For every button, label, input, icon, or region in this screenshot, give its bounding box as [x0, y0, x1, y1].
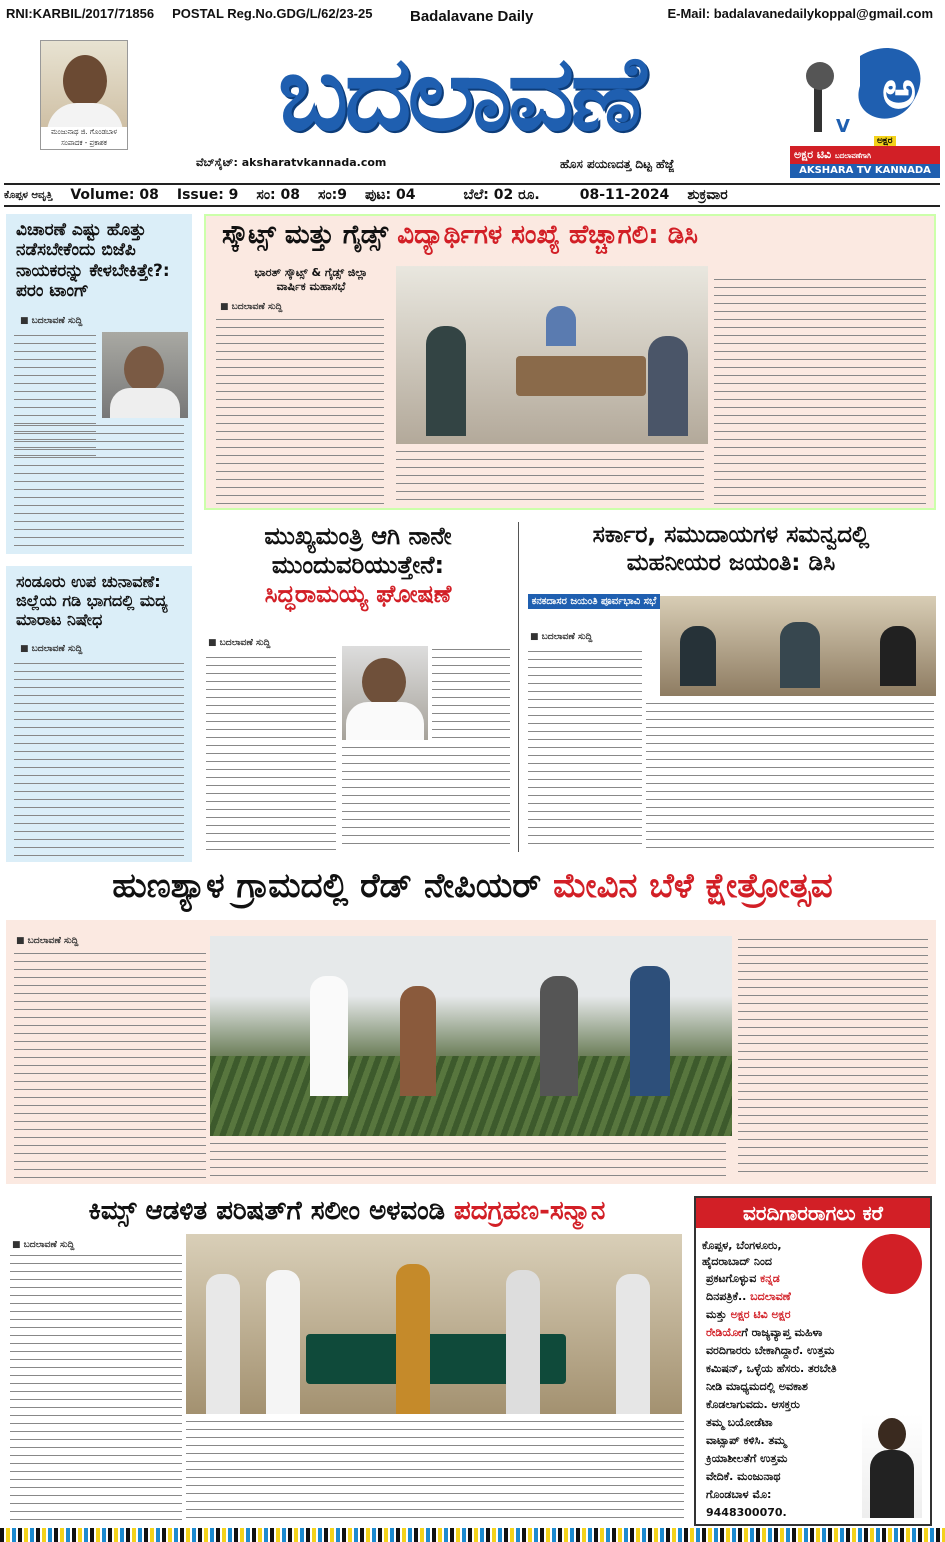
text-block	[10, 1252, 182, 1524]
tv-badge: ಅಕ್ಷರ	[874, 136, 896, 146]
story-byline: ■ ಬದಲಾವಣೆ ಸುದ್ದಿ	[208, 638, 271, 648]
story-byline: ■ ಬದಲಾವಣೆ ಸುದ್ದಿ	[12, 1240, 75, 1250]
story-jayanti	[524, 522, 938, 852]
story-napier-headline: ಹುಣಶ್ಯಾಳ ಗ್ರಾಮದಲ್ಲಿ ರೆಡ್ ನೇಪಿಯರ್ ಮೇವಿನ ಬೆಳೆ ಕ್ಷೇತ್ರೋತ್ಸವ	[112, 866, 833, 906]
story-byline: ■ ಬದಲಾವಣೆ ಸುದ್ದಿ	[20, 316, 83, 326]
akshara-tv-logo	[790, 36, 940, 176]
text-block	[714, 276, 926, 504]
photo-parameshwara	[102, 332, 188, 418]
story-kicker: ಭಾರತ್ ಸ್ಕೌಟ್ಸ್ & ಗೈಡ್ಸ್ ಜಿಲ್ಲಾ ವಾರ್ಷಿಕ ಮಹಾಸಭೆ	[254, 266, 368, 293]
story-cm	[204, 522, 512, 852]
story-headline: ಸಂಡೂರು ಉಪ ಚುನಾವಣೆ: ಜಿಲ್ಲೆಯ ಗಡಿ ಭಾಗದಲ್ಲಿ ಮದ್ಯ ಮಾರಾಟ ನಿಷೇಧ	[16, 572, 168, 630]
story-napier	[6, 920, 936, 1184]
story-byline: ■ ಬದಲಾವಣೆ ಸುದ್ದಿ	[530, 632, 593, 642]
text-block	[14, 950, 206, 1178]
story-kims	[6, 1194, 688, 1528]
footer-color-bar	[0, 1528, 945, 1542]
reporter-ad	[694, 1196, 932, 1526]
text-block	[14, 660, 184, 856]
email-link[interactable]: E-Mail: badalavanedailykoppal@gmail.com	[667, 6, 933, 21]
editor-caption: ಮಂಜುನಾಥ ಜಿ. ಗೊಂಡಬಾಳ ಸಂಪಾದಕ - ಪ್ರಕಾಶಕ	[41, 127, 127, 149]
text-block	[216, 316, 384, 506]
story-headline: ಸ್ಕೌಟ್ಸ್ ಮತ್ತು ಗೈಡ್ಸ್ ವಿದ್ಯಾರ್ಥಿಗಳ ಸಂಖ್ಯೆ ಹೆಚ್ಚಾಗಲಿ: ಡಿಸಿ	[222, 220, 698, 250]
editor-face	[63, 55, 107, 107]
tv-name-kn: ಅಕ್ಷರ ಟಿವಿ ಬದಲಾವಣೆಗಾಗಿ	[790, 146, 940, 164]
text-block	[432, 646, 510, 740]
story-kicker: ಕನಕದಾಸರ ಜಯಂತಿ ಪೂರ್ವಭಾವಿ ಸಭೆ	[528, 594, 660, 609]
text-block	[396, 448, 704, 506]
story-byline: ■ ಬದಲಾವಣೆ ಸುದ್ದಿ	[220, 302, 283, 312]
photo-felicitation	[186, 1234, 682, 1414]
text-block	[528, 648, 642, 850]
photo-jayanti-meeting	[660, 596, 936, 696]
slogan: ಹೊಸ ಪಯಣದತ್ತ ದಿಟ್ಟ ಹೆಜ್ಜೆ	[560, 157, 675, 171]
svg-text:ಅ: ಅ	[882, 61, 917, 121]
story-param-tong	[6, 214, 192, 554]
story-byline: ■ ಬದಲಾವಣೆ ಸುದ್ದಿ	[20, 644, 83, 654]
story-sandur	[6, 566, 192, 862]
samchike: ಸಂ:9	[318, 187, 347, 203]
story-headline: ಸರ್ಕಾರ, ಸಮುದಾಯಗಳ ಸಮನ್ವದಲ್ಲಿ ಮಹನೀಯರ ಜಯಂತಿ: ಡಿಸಿ	[592, 522, 870, 576]
story-headline: ಮುಖ್ಯಮಂತ್ರಿ ಆಗಿ ನಾನೇ ಮುಂದುವರಿಯುತ್ತೇನೆ: ಸಿದ್ಧರಾಮಯ್ಯ ಘೋಷಣೆ	[264, 522, 452, 608]
photo-meeting	[396, 266, 708, 444]
ad-title: ವರದಿಗಾರರಾಗಲು ಕರೆ	[696, 1198, 930, 1228]
pages: ಪುಟ: 04	[365, 187, 416, 203]
editor-photo	[40, 40, 128, 150]
text-block	[342, 744, 510, 850]
story-headline: ವಿಚಾರಣೆ ಎಷ್ಟು ಹೊತ್ತು ನಡೆಸಬೇಕೆಂದು ಬಿಜೆಪಿ ನಾಯಕರನ್ನು ಕೇಳಬೇಕಿತ್ತೇ?: ಪರಂ ಟಾಂಗ್	[16, 220, 170, 302]
tv-name-en: AKSHARA TV KANNADA	[790, 164, 940, 178]
edition: ಕೊಪ್ಪಳ ಆವೃತ್ತಿ	[4, 189, 53, 201]
story-scouts	[204, 214, 936, 510]
text-block	[14, 422, 184, 550]
paper-name-en: Badalavane Daily	[410, 8, 534, 25]
registration	[6, 6, 372, 21]
story-byline: ■ ಬದಲಾವಣೆ ಸುದ್ದಿ	[16, 936, 79, 946]
svg-text:V: V	[836, 116, 850, 136]
price: ಬೆಲೆ: 02 ರೂ.	[463, 187, 540, 203]
photo-field	[210, 936, 732, 1136]
photo-siddaramaiah	[342, 646, 428, 740]
issue: Issue: 9	[176, 187, 239, 203]
ad-intro: ಕೊಪ್ಪಳ, ಬೆಂಗಳೂರು, ಹೈದರಾಬಾದ್ ನಿಂದ	[702, 1239, 782, 1268]
issue-info-bar	[4, 183, 940, 207]
reporter-figure	[862, 1414, 922, 1518]
ad-text: ಪ್ರಕಟಗೊಳ್ಳುವ ಕನ್ನಡ ದಿನಪತ್ರಿಕೆ.. ಬದಲಾವಣೆ ಮತ್ತು ಅಕ್ಷರ ಟಿವಿ ಅಕ್ಷರ ರೇಡಿಯೋಗೆ ರಾಜ್ಯವ್ಯಾಪ್ತ ಮಹಿಳಾ ವರದಿಗಾರರು ಬೇಕಾಗಿದ್ದಾರೆ. ಉತ್ತಮ ಕಮಿಷನ್, ಒಳ್ಳೆಯ ಹೆಸರು. ತರಬೇತಿ ನೀಡಿ ಮಾಧ್ಯಮದಲ್ಲಿ ಅವಕಾಶ ಕೊಡಲಾಗುವದು. ಆಸಕ್ತರು ತಮ್ಮ ಬಯೋಡೆಟಾ ವಾಟ್ಸಾಪ್ ಕಳಿಸಿ. ತಮ್ಮ ಕ್ರಿಯಾಶೀಲತೆಗೆ ಉತ್ತಮ ವೇದಿಕೆ. ಮಂಜುನಾಥ ಗೊಂಡಬಾಳ ಮೊ: 9448300070.	[706, 1272, 837, 1519]
day: ಶುಕ್ರವಾರ	[687, 187, 728, 203]
tv-logo-icon	[790, 36, 940, 136]
rni-number: RNI:KARBIL/2017/71856	[6, 6, 155, 21]
text-block	[646, 700, 934, 850]
masthead-title: ಬದಲಾವಣೆ	[277, 31, 643, 154]
text-block	[186, 1418, 684, 1524]
date: 08-11-2024	[579, 187, 670, 203]
website-link[interactable]: ವೆಬ್‌ಸೈಟ್: aksharatvkannada.com	[196, 156, 387, 169]
story-headline: ಕಿಮ್ಸ್ ಆಡಳಿತ ಪರಿಷತ್‌ಗೆ ಸಲೀಂ ಅಳವಂಡಿ ಪದಗ್ರಹಣ-ಸನ್ಮಾನ	[88, 1196, 606, 1226]
postal-reg: POSTAL Reg.No.GDG/L/62/23-25	[172, 6, 373, 21]
volume: Volume: 08	[70, 187, 159, 203]
text-block	[206, 654, 336, 850]
text-block	[210, 1140, 726, 1180]
column-rule	[518, 522, 519, 852]
sam: ಸಂ: 08	[256, 187, 301, 203]
text-block	[738, 936, 928, 1178]
